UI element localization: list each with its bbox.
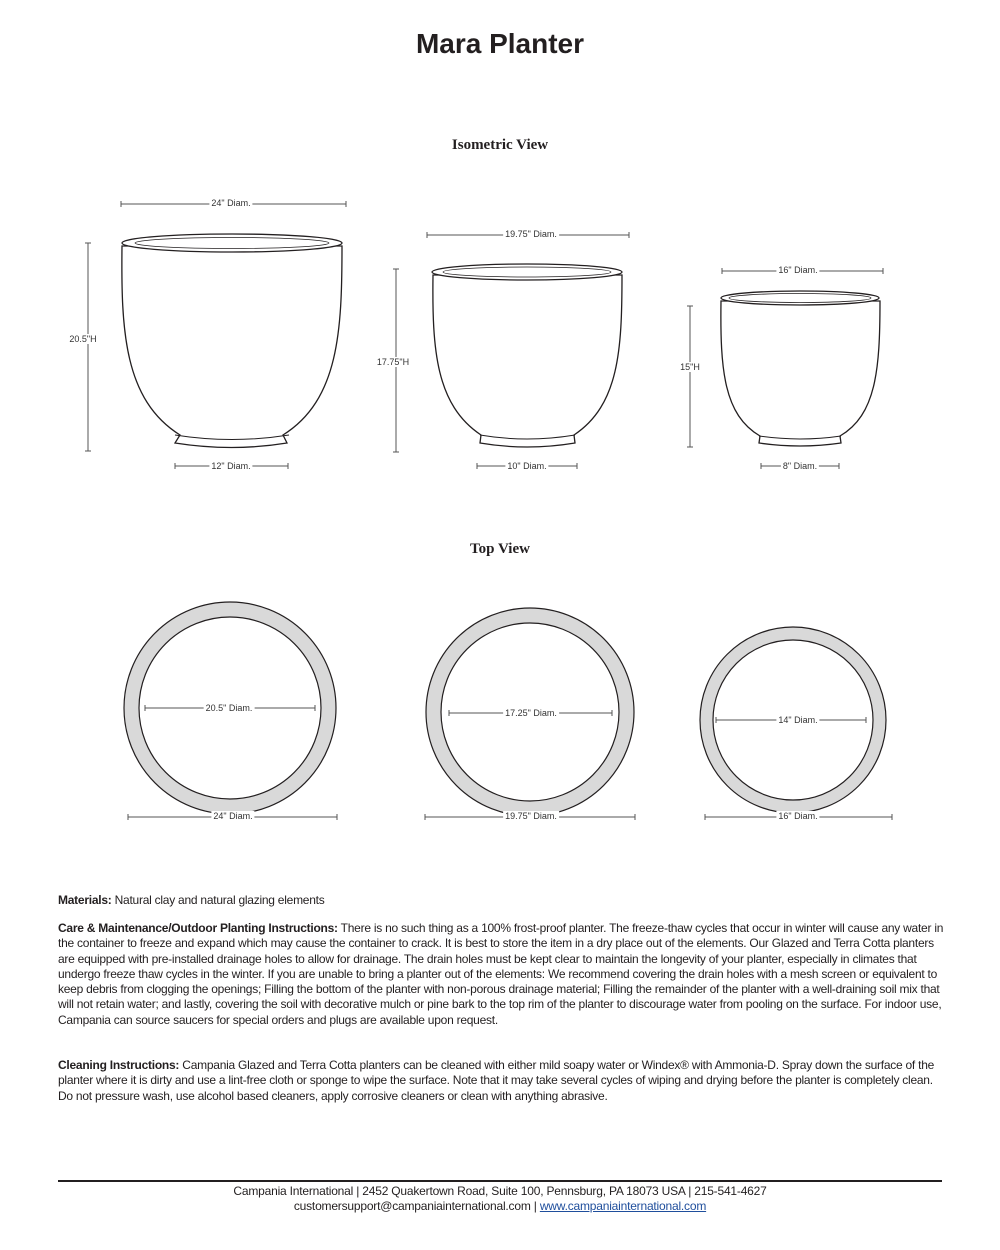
- top-3-outer-diameter: 16" Diam.: [778, 811, 818, 821]
- planter-1-top-diameter: 24" Diam.: [211, 198, 251, 208]
- materials-text: Natural clay and natural glazing elements: [111, 893, 325, 907]
- planter-2-top-diameter: 19.75" Diam.: [505, 229, 557, 239]
- footer-separator: |: [530, 1199, 540, 1213]
- care-text: There is no such thing as a 100% frost-proof planter. The freeze-thaw cycles that occur in winter will cause any water in the container to freeze and expand which may cause the container to crack. It is best to store the item in a dry place out of the elements. Our Glazed and Terra Cotta planters are equipped with pre-installed drainage holes to allow for drainage. The drain holes must be kept clear to maintain the longevity of your planter, especially in climates that undergo freeze thaw cycles in the winter. If you are unable to bring a planter out of the elements: We recommend covering the drain holes with a mesh screen or equivalent to keep debris from clogging the openings; Filling the bottom of the planter with non-porous drainage material; Filling the remainder of the planter with a well-draining soil mix that will not retain water; and lastly, covering the soil with decorative mulch or pine bark to the top rim of the planter to discourage water from pooling on the surface. For indoor use, Campania can source saucers for special orders and plugs are available upon request.: [58, 921, 944, 1027]
- top-2-inner-diameter: 17.25" Diam.: [505, 708, 557, 718]
- top-3-inner-diameter: 14" Diam.: [778, 715, 818, 725]
- planter-2-height: 17.75"H: [376, 357, 410, 367]
- top-1-outer-diameter: 24" Diam.: [213, 811, 253, 821]
- top-1-inner-diameter: 20.5" Diam.: [205, 703, 253, 713]
- cleaning-paragraph: [58, 1058, 948, 1104]
- materials-paragraph: [58, 893, 948, 908]
- isometric-drawings: [0, 0, 1000, 500]
- footer-contact: [0, 1199, 1000, 1213]
- care-paragraph: [58, 921, 948, 1028]
- cleaning-label: Cleaning Instructions:: [58, 1058, 180, 1072]
- planter-1-base-diameter: 12" Diam.: [211, 461, 251, 471]
- top-2-outer-diameter: 19.75" Diam.: [505, 811, 557, 821]
- footer-divider: [58, 1180, 942, 1182]
- planter-1-height: 20.5"H: [69, 334, 97, 344]
- planter-2-base-diameter: 10" Diam.: [507, 461, 547, 471]
- footer-website-link[interactable]: www.campaniainternational.com: [539, 1199, 707, 1213]
- materials-label: Materials:: [58, 893, 112, 907]
- planter-3-top-diameter: 16" Diam.: [778, 265, 818, 275]
- care-label: Care & Maintenance/Outdoor Planting Instructions:: [58, 921, 338, 935]
- footer-address: Campania International | 2452 Quakertown Road, Suite 100, Pennsburg, PA 18073 USA | 215-541-4627: [233, 1184, 767, 1198]
- planter-3-height: 15"H: [680, 362, 700, 372]
- footer-email: customersupport@campaniainternational.com: [293, 1199, 531, 1213]
- isometric-view-heading: Isometric View: [451, 137, 549, 153]
- planter-3-base-diameter: 8" Diam.: [782, 461, 818, 471]
- top-view-drawings: [0, 570, 1000, 840]
- cleaning-text: Campania Glazed and Terra Cotta planters can be cleaned with either mild soapy water or Windex® with Ammonia-D. Spray down the surface of the planter where it is dirty and use a lint-free cloth or sponge to wipe the surface. Note that it may take several cycles of wiping and drying before the planter is completely clean. Do not pressure wash, use alcohol based cleaners, apply corrosive cleaners or clean with anything abrasive.: [58, 1058, 935, 1103]
- top-view-heading: Top View: [470, 541, 530, 557]
- page-title: Mara Planter: [415, 28, 585, 59]
